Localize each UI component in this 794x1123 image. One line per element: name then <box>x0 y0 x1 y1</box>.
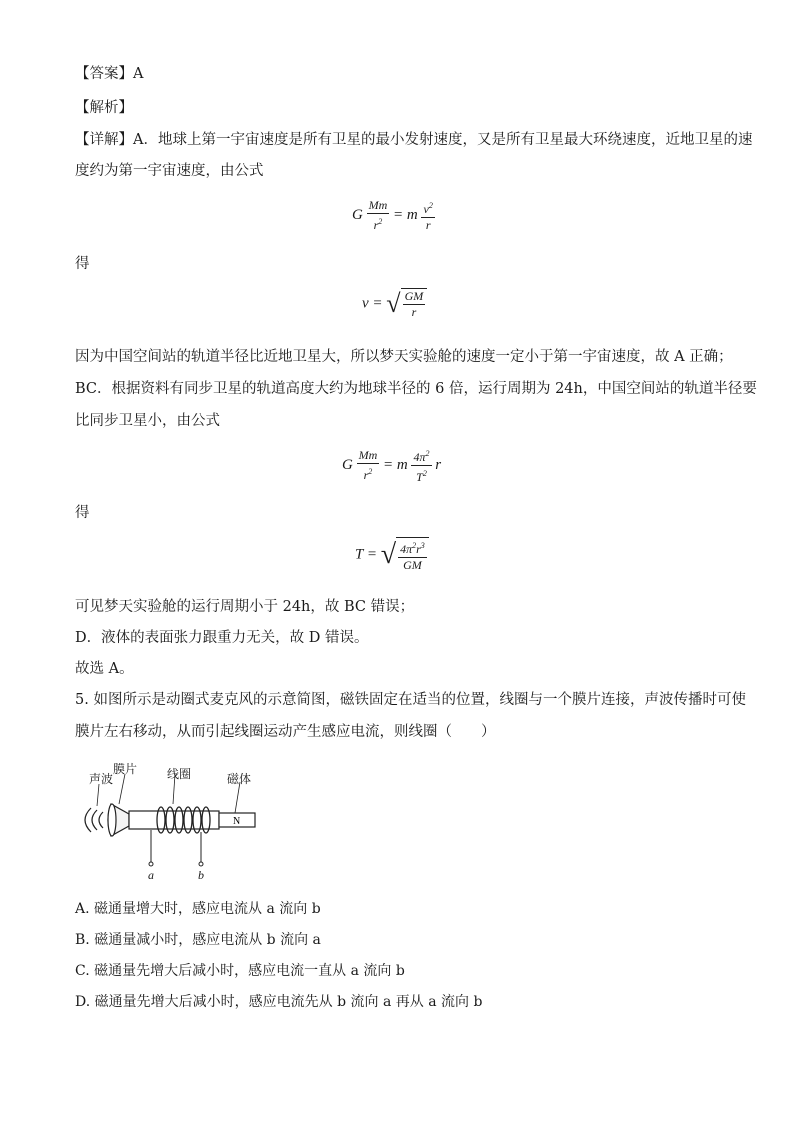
detail-line-2: 度约为第一宇宙速度，由公式 <box>75 163 264 179</box>
option-text: 磁通量增大时，感应电流从 a 流向 b <box>94 901 321 917</box>
detail-line-7: D．液体的表面张力跟重力无关，故 D 错误。 <box>75 630 369 646</box>
detail-line-6: 可见梦天实验舱的运行周期小于 24h，故 BC 错误； <box>75 599 415 615</box>
option-b <box>75 930 321 950</box>
terminal-a-label: a <box>148 868 154 882</box>
microphone-figure <box>75 760 275 885</box>
detail-line-5: 比同步卫星小，由公式 <box>75 413 220 429</box>
sound-wave-label: 声波 <box>89 772 114 786</box>
sound-wave-arc-1 <box>85 808 91 832</box>
option-text: 磁通量减小时，感应电流从 b 流向 a <box>94 932 321 948</box>
terminal-b-dot <box>199 862 203 866</box>
terminal-b-label: b <box>198 868 204 882</box>
diaphragm-label: 膜片 <box>113 762 138 776</box>
formula-velocity: v = √ $\frac{GM}{r}$ <box>362 288 427 320</box>
magnet-label: 磁体 <box>227 772 252 786</box>
detail-de-2: 得 <box>75 505 90 521</box>
option-letter: A. <box>75 901 90 917</box>
option-letter: B. <box>75 932 90 948</box>
terminal-a-dot <box>149 862 153 866</box>
detail-line-8: 故选 A。 <box>75 661 134 677</box>
sound-wave-arc-2 <box>92 810 97 830</box>
detail-line-3: 因为中国空间站的轨道半径比近地卫星大，所以梦天实验舱的速度一定小于第一宇宙速度，故 A 正确； <box>75 349 733 365</box>
question-5-stem-line-2: 膜片左右移动，从而引起线圈运动产生感应电流，则线圈（ ） <box>75 724 496 740</box>
sound-wave-arc-3 <box>99 812 103 828</box>
detail-de-1: 得 <box>75 256 90 272</box>
magnet-pole-label: N <box>233 816 241 827</box>
option-c <box>75 961 405 981</box>
detail-line-1: 【详解】A．地球上第一宇宙速度是所有卫星的最小发射速度，又是所有卫星最大环绕速度，近地卫星的速 <box>75 132 753 148</box>
coil-label: 线圈 <box>167 767 192 781</box>
analysis-label: 【解析】 <box>75 100 133 116</box>
option-text: 磁通量先增大后减小时，感应电流一直从 a 流向 b <box>94 963 405 979</box>
option-text: 磁通量先增大后减小时，感应电流先从 b 流向 a 再从 a 流向 b <box>94 994 483 1010</box>
formula-gravity-period: G $\frac{Mm}{r^2}$ = m $\frac{4\pi^2}{T^2}$ r <box>342 448 442 484</box>
formula-period: T = √ $\frac{4\pi^2r^3}{GM}$ <box>355 537 429 573</box>
question-5-stem-line-1: 5. 如图所示是动圈式麦克风的示意简图，磁铁固定在适当的位置，线圈与一个膜片连接，声波传播时可使 <box>75 692 746 708</box>
option-a <box>75 899 321 919</box>
option-letter: D. <box>75 994 91 1010</box>
option-d <box>75 992 482 1012</box>
formula-gravity-velocity: G $\frac{Mm}{r^2}$ = m $\frac{v^2}{r}$ <box>352 198 433 232</box>
option-letter: C. <box>75 963 90 979</box>
detail-line-4: BC．根据资料有同步卫星的轨道高度大约为地球半径的 6 倍，运行周期为 24h，中国空间站的轨道半径要 <box>75 381 757 397</box>
answer-label: 【答案】A <box>75 66 144 82</box>
